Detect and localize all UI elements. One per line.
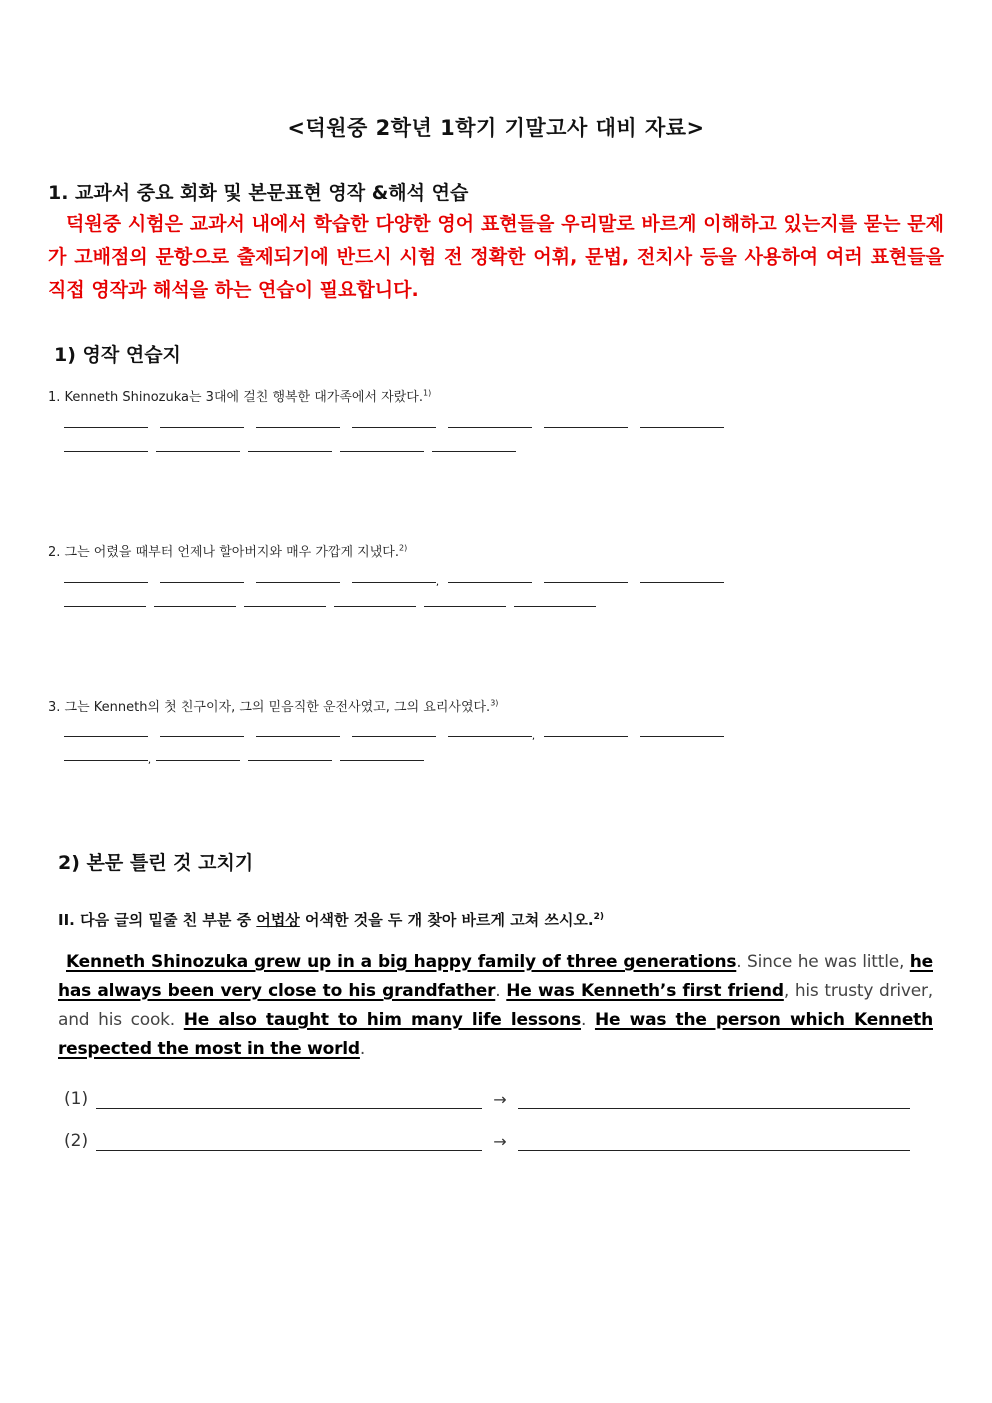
- answer-line-2: [64, 1131, 910, 1151]
- answer-blank[interactable]: [544, 414, 628, 428]
- question-3-text: 3. 그는 Kenneth의 첫 친구이자, 그의 믿음직한 운전사였고, 그의 요리사였다.: [48, 700, 491, 715]
- answer-blank[interactable]: [156, 438, 240, 452]
- passage-text: . Since he was little,: [736, 952, 910, 972]
- answer-blank[interactable]: [448, 569, 532, 583]
- passage-text: , his trusty driver, and his cook.: [58, 981, 934, 1030]
- answer-blank[interactable]: [352, 723, 436, 737]
- arrow-icon: →: [493, 1132, 507, 1151]
- answer-blank[interactable]: [448, 723, 532, 737]
- answer-blank[interactable]: [160, 569, 244, 583]
- answer-blank[interactable]: [64, 593, 146, 607]
- answer-blank[interactable]: [640, 414, 724, 428]
- arrow-icon: →: [493, 1090, 507, 1109]
- answer-blank[interactable]: [352, 569, 436, 583]
- answer-blank[interactable]: [248, 438, 332, 452]
- answer-label-1: (1): [64, 1089, 89, 1109]
- answer-blank[interactable]: [432, 438, 516, 452]
- answer-blank[interactable]: [256, 414, 340, 428]
- exam-notice: [48, 208, 944, 307]
- underlined-phrase: He was Kenneth’s first friend: [506, 981, 784, 1001]
- question-2: [48, 541, 407, 560]
- passage-text: .: [359, 1039, 366, 1059]
- underlined-phrase: He also taught to him many life lessons: [183, 1010, 581, 1030]
- page-title: <덕원중 2학년 1학기 기말고사 대비 자료>: [287, 116, 705, 140]
- passage-text: .: [581, 1010, 595, 1030]
- answer-blank[interactable]: [248, 747, 332, 761]
- answer-blank[interactable]: [334, 593, 416, 607]
- answer-row: [64, 747, 424, 761]
- answer-row: [64, 569, 724, 583]
- question-2-note: 2): [399, 543, 408, 553]
- answer-blank[interactable]: [340, 438, 424, 452]
- answer-blank[interactable]: [544, 569, 628, 583]
- answer-blank[interactable]: [640, 723, 724, 737]
- answer-blank[interactable]: [154, 593, 236, 607]
- answer-row: [64, 723, 724, 737]
- answer-blank[interactable]: [640, 569, 724, 583]
- underlined-phrase: he has always been very close to his grandfather: [58, 952, 933, 1001]
- answer-blank[interactable]: [64, 723, 148, 737]
- question-3-note: 3): [490, 698, 499, 708]
- corrected-phrase-field-2[interactable]: [518, 1132, 910, 1151]
- answer-blank[interactable]: [256, 569, 340, 583]
- instruction-underlined: 어법상: [256, 911, 300, 929]
- question-1-text: 1. Kenneth Shinozuka는 3대에 걸친 행복한 대가족에서 자랐다.: [48, 390, 423, 405]
- answer-line-1: [64, 1089, 910, 1109]
- section-heading-1: 1. 교과서 중요 회화 및 본문표현 영작 &해석 연습: [48, 182, 469, 204]
- question-2-text: 2. 그는 어렸을 때부터 언제나 할아버지와 매우 가깝게 지냈다.: [48, 545, 399, 560]
- question-1: [48, 386, 431, 405]
- answer-blank[interactable]: [244, 593, 326, 607]
- underlined-phrase: Kenneth Shinozuka grew up in a big happy family of three generations: [66, 952, 737, 972]
- instruction-suffix: 어색한 것을 두 개 찾아 바르게 고쳐 쓰시오.: [299, 911, 594, 929]
- answer-blank[interactable]: [160, 723, 244, 737]
- answer-blank[interactable]: [340, 747, 424, 761]
- answer-row: [64, 438, 516, 452]
- practice-heading: 1) 영작 연습지: [54, 344, 181, 366]
- question-1-note: 1): [422, 388, 432, 398]
- answer-row: [64, 593, 596, 607]
- answer-blank[interactable]: [64, 438, 148, 452]
- passage-text: .: [495, 981, 507, 1001]
- answer-blank[interactable]: [256, 723, 340, 737]
- instruction-prefix: II. 다음 글의 밑줄 친 부분 중: [58, 911, 257, 929]
- answer-blank[interactable]: [156, 747, 240, 761]
- answer-label-2: (2): [64, 1131, 89, 1151]
- answer-blank[interactable]: [64, 414, 148, 428]
- answer-blank[interactable]: [544, 723, 628, 737]
- answer-blank[interactable]: [514, 593, 596, 607]
- question-3: [48, 696, 498, 715]
- underlined-phrase: He was the person which Kenneth respected the most in the world: [58, 1010, 933, 1059]
- correction-heading: 2) 본문 틀린 것 고치기: [58, 852, 254, 874]
- exam-notice-text: 덕원중 시험은 교과서 내에서 학습한 다양한 영어 표현들을 우리말로 바르게 이해하고 있는지를 묻는 문제가 고배점의 문항으로 출제되기에 반드시 시험 전 정확한 어휘, 문법, 전치사 등을 사용하여 여러 표현들을 직접 영작과 해석을 하는 연습이 필요합니다.: [48, 213, 944, 301]
- answer-row: [64, 414, 724, 428]
- passage: [58, 948, 933, 1064]
- wrong-phrase-field-1[interactable]: [96, 1090, 482, 1109]
- corrected-phrase-field-1[interactable]: [518, 1090, 910, 1109]
- answer-blank[interactable]: [64, 569, 148, 583]
- answer-blank[interactable]: [160, 414, 244, 428]
- exercise-instruction: [58, 909, 604, 930]
- answer-blank[interactable]: [424, 593, 506, 607]
- answer-blank[interactable]: [448, 414, 532, 428]
- wrong-phrase-field-2[interactable]: [96, 1132, 482, 1151]
- answer-blank[interactable]: [64, 747, 148, 761]
- instruction-note: 2): [593, 912, 605, 922]
- answer-blank[interactable]: [352, 414, 436, 428]
